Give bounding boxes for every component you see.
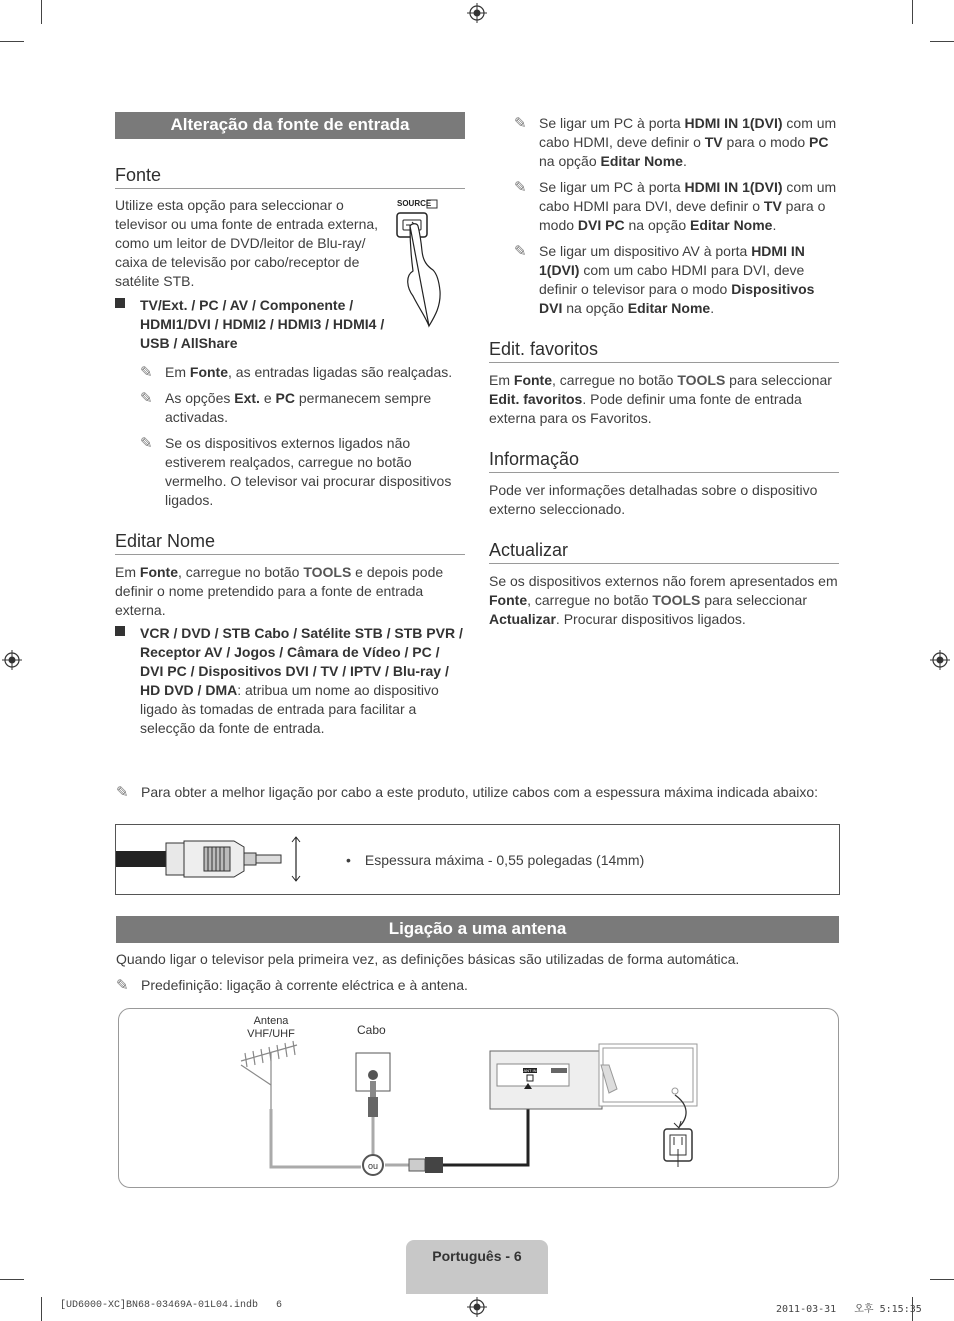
tv-rear-panel-icon bbox=[490, 1051, 602, 1109]
note-pencil-icon: ✎ bbox=[140, 435, 153, 452]
bullet-square bbox=[115, 298, 125, 308]
crop-mark bbox=[0, 1279, 24, 1280]
tv-back-icon bbox=[599, 1044, 697, 1128]
crop-mark bbox=[930, 1279, 954, 1280]
note-fonte-highlight: ✎ Em Fonte, as entradas ligadas são realçadas. bbox=[140, 364, 453, 381]
note-devices-not-highlighted: ✎ Se os dispositivos externos ligados não estiverem realçados, carregue no botão vermelho. O televisor vai procurar dispositivos ligados. bbox=[140, 435, 452, 508]
heading-fonte: Fonte bbox=[115, 165, 465, 189]
crop-mark bbox=[912, 0, 913, 24]
label-ant-in: ANT IN bbox=[523, 1068, 537, 1073]
note-pencil-icon: ✎ bbox=[514, 179, 527, 196]
crop-mark bbox=[0, 41, 24, 42]
crop-mark bbox=[41, 1297, 42, 1321]
note-pencil-icon: ✎ bbox=[514, 115, 527, 132]
heading-editar-nome: Editar Nome bbox=[115, 531, 465, 555]
crop-mark bbox=[930, 41, 954, 42]
note-cable-thickness: ✎ Para obter a melhor ligação por cabo a este produto, utilize cabos com a espessura máxima indicada abaixo: bbox=[116, 784, 819, 801]
note-pencil-icon: ✎ bbox=[116, 977, 129, 994]
cable-connector-icon bbox=[116, 833, 316, 885]
registration-mark-icon bbox=[467, 1297, 487, 1317]
registration-mark-icon bbox=[467, 3, 487, 23]
note-pc-hdmi: ✎ Se ligar um PC à porta HDMI IN 1(DVI) com um cabo HDMI, deve definir o TV para o modo PC na opção Editar Nome. bbox=[514, 115, 837, 169]
note-default-connection: ✎ Predefinição: ligação à corrente eléctrica e à antena. bbox=[116, 977, 468, 994]
label-antenna: Antena VHF/UHF bbox=[247, 1015, 295, 1040]
bullet-dot: • bbox=[346, 852, 351, 868]
note-av-hdmi-dvi: ✎ Se ligar um dispositivo AV à porta HDMI IN 1(DVI) com um cabo HDMI para DVI, deve definir o televisor para o modo Dispositivos DVI na opção Editar Nome. bbox=[514, 243, 815, 316]
wall-cable-socket-icon bbox=[356, 1053, 390, 1117]
hand-pressing-button-icon bbox=[393, 196, 468, 331]
vhf-uhf-antenna-icon bbox=[241, 1041, 297, 1109]
cable-spec-box bbox=[115, 824, 840, 895]
note-pc-hdmi-dvi: ✎ Se ligar um PC à porta HDMI IN 1(DVI) com um cabo HDMI para DVI, deve definir o TV para o modo DVI PC na opção Editar Nome. bbox=[514, 179, 837, 233]
device-names-list-item: VCR / DVD / STB Cabo / Satélite STB / STB PVR / Receptor AV / Jogos / Câmara de Vídeo / PC / DVI PC / Dispositivos DVI / TV / IPTV / Blu-ray / HD DVD / DMA: atribua um nome ao dispositivo ligado às tomadas de entrada para facilitar a selecção da fonte de entrada. bbox=[115, 624, 465, 738]
coax-connector-icon bbox=[409, 1157, 443, 1173]
source-button-label: SOURCE bbox=[397, 199, 432, 208]
heading-actualizar: Actualizar bbox=[489, 540, 839, 564]
bullet-square bbox=[115, 626, 125, 636]
page-number-label: Português - 6 bbox=[432, 1248, 522, 1264]
remote-source-illustration bbox=[393, 196, 468, 331]
heading-edit-favoritos: Edit. favoritos bbox=[489, 339, 839, 363]
print-timestamp: 2011-03-31 오후 5:15:35 bbox=[776, 1304, 922, 1315]
note-pencil-icon: ✎ bbox=[116, 784, 129, 801]
source-list-item bbox=[115, 296, 390, 353]
note-ext-pc: ✎ As opções Ext. e PC permanecem sempre activadas. bbox=[140, 390, 432, 425]
fonte-description: Utilize esta opção para seleccionar o televisor ou uma fonte de entrada externa, como um leitor de DVD/leitor de Blu-ray/ caixa de televisão por cabo/receptor de satélite STB. bbox=[115, 197, 379, 289]
page-number-tab bbox=[406, 1240, 548, 1294]
label-or: ou bbox=[367, 1161, 379, 1171]
editar-nome-description: Em Fonte, carregue no botão TOOLS e depois pode definir o nome pretendido para a fonte de entrada externa. bbox=[115, 564, 444, 618]
antenna-connection-diagram bbox=[118, 1008, 839, 1188]
source-list-text: TV/Ext. / PC / AV / Componente / HDMI1/DVI / HDMI2 / HDMI3 / HDMI4 / USB / AllShare bbox=[140, 297, 385, 351]
note-pencil-icon: ✎ bbox=[140, 390, 153, 407]
antenna-intro: Quando ligar o televisor pela primeira vez, as definições básicas são utilizadas de forma automática. bbox=[116, 951, 740, 967]
label-cable: Cabo bbox=[357, 1023, 386, 1037]
informacao-description: Pode ver informações detalhadas sobre o dispositivo externo seleccionado. bbox=[489, 482, 818, 517]
section-title-input-source: Alteração da fonte de entrada bbox=[115, 112, 465, 139]
favoritos-description: Em Fonte, carregue no botão TOOLS para seleccionar Edit. favoritos. Pode definir uma fonte de entrada externa para os Favoritos. bbox=[489, 372, 832, 426]
note-pencil-icon: ✎ bbox=[514, 243, 527, 260]
section-title-antenna: Ligação a uma antena bbox=[116, 916, 839, 943]
cable-spec-item: • Espessura máxima - 0,55 polegadas (14mm) bbox=[346, 852, 645, 868]
antenna-cable-line bbox=[271, 1109, 361, 1167]
note-pencil-icon: ✎ bbox=[140, 364, 153, 381]
registration-mark-icon bbox=[930, 650, 950, 670]
heading-informacao: Informação bbox=[489, 449, 839, 473]
print-file-info: [UD6000-XC]BN68-03469A-01L04.indb 6 bbox=[60, 1300, 283, 1311]
power-plug-icon bbox=[664, 1129, 692, 1167]
registration-mark-icon bbox=[2, 650, 22, 670]
actualizar-description: Se os dispositivos externos não forem apresentados em Fonte, carregue no botão TOOLS para seleccionar Actualizar. Procurar dispositivos ligados. bbox=[489, 573, 838, 627]
crop-mark bbox=[41, 0, 42, 24]
